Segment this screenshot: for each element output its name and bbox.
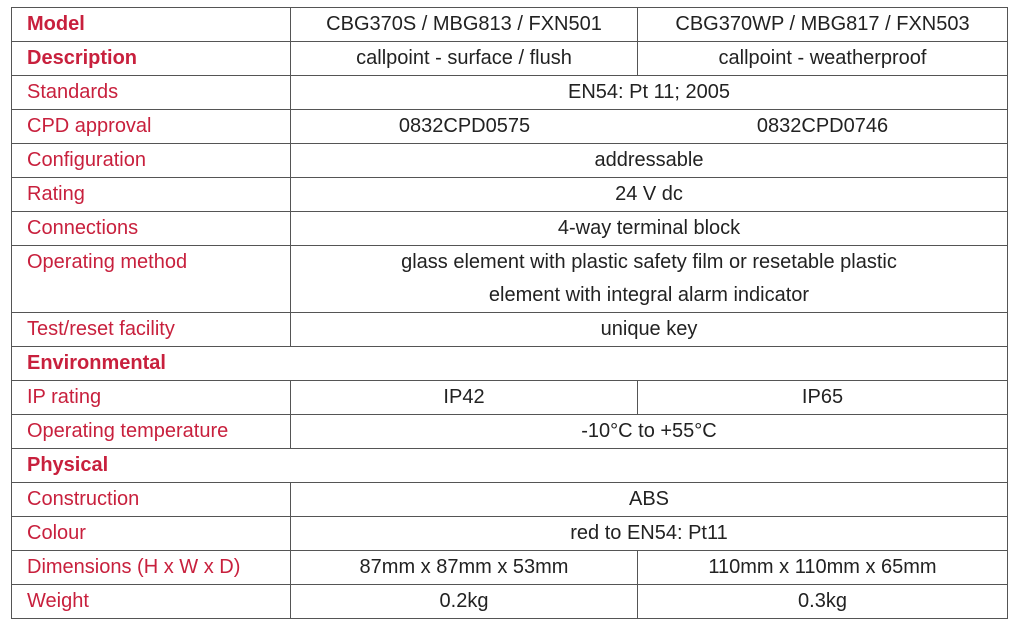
- table-row-colour: [12, 517, 1008, 551]
- row-label-test-reset: Test/reset facility: [12, 313, 291, 347]
- row-label-weight: Weight: [12, 585, 291, 619]
- table-row-weight: [12, 585, 1008, 619]
- table-row-environmental: [12, 347, 1008, 381]
- row-label-construction: Construction: [12, 483, 291, 517]
- weight-col1: 0.2kg: [291, 585, 638, 619]
- row-label-dimensions: Dimensions (H x W x D): [12, 551, 291, 585]
- table-row-dimensions: [12, 551, 1008, 585]
- connections-value: 4-way terminal block: [291, 212, 1008, 246]
- spec-table: [11, 7, 1008, 619]
- construction-value: ABS: [291, 483, 1008, 517]
- colour-value: red to EN54: Pt11: [291, 517, 1008, 551]
- row-label-operating-method: Operating method: [12, 246, 291, 313]
- model-col2: CBG370WP / MBG817 / FXN503: [638, 8, 1008, 42]
- rating-value: 24 V dc: [291, 178, 1008, 212]
- row-label-model: Model: [12, 8, 291, 42]
- section-heading-environmental: Environmental: [12, 347, 1008, 381]
- table-row-test-reset: [12, 313, 1008, 347]
- row-label-ip-rating: IP rating: [12, 381, 291, 415]
- cpd-col2: 0832CPD0746: [756, 115, 889, 137]
- operating-method-line2: element with integral alarm indicator: [488, 284, 810, 306]
- cpd-values: [291, 110, 1008, 144]
- table-row-construction: [12, 483, 1008, 517]
- standards-value: EN54: Pt 11; 2005: [291, 76, 1008, 110]
- table-row-physical: [12, 449, 1008, 483]
- ip-rating-col1: IP42: [291, 381, 638, 415]
- table-row-rating: [12, 178, 1008, 212]
- test-reset-value: unique key: [291, 313, 1008, 347]
- weight-col2: 0.3kg: [638, 585, 1008, 619]
- row-label-connections: Connections: [12, 212, 291, 246]
- configuration-value: addressable: [291, 144, 1008, 178]
- operating-method-value: [291, 246, 1008, 313]
- operating-method-line1: glass element with plastic safety film or resetable plastic: [401, 251, 897, 273]
- description-col1: callpoint - surface / flush: [291, 42, 638, 76]
- table-row-model: [12, 8, 1008, 42]
- table-row-standards: [12, 76, 1008, 110]
- row-label-cpd: CPD approval: [12, 110, 291, 144]
- dimensions-col2: 110mm x 110mm x 65mm: [638, 551, 1008, 585]
- ip-rating-col2: IP65: [638, 381, 1008, 415]
- table-row-cpd: [12, 110, 1008, 144]
- table-row-ip-rating: [12, 381, 1008, 415]
- operating-temperature-value: -10°C to +55°C: [291, 415, 1008, 449]
- row-label-configuration: Configuration: [12, 144, 291, 178]
- table-row-configuration: [12, 144, 1008, 178]
- model-col1: CBG370S / MBG813 / FXN501: [291, 8, 638, 42]
- row-label-rating: Rating: [12, 178, 291, 212]
- table-row-operating-temperature: [12, 415, 1008, 449]
- row-label-description: Description: [12, 42, 291, 76]
- dimensions-col1: 87mm x 87mm x 53mm: [291, 551, 638, 585]
- row-label-standards: Standards: [12, 76, 291, 110]
- row-label-operating-temperature: Operating temperature: [12, 415, 291, 449]
- table-row-connections: [12, 212, 1008, 246]
- description-col2: callpoint - weatherproof: [638, 42, 1008, 76]
- table-row-operating-method: [12, 246, 1008, 313]
- table-row-description: [12, 42, 1008, 76]
- row-label-colour: Colour: [12, 517, 291, 551]
- cpd-col1: 0832CPD0575: [398, 115, 531, 137]
- section-heading-physical: Physical: [12, 449, 1008, 483]
- spec-sheet: [11, 7, 1007, 619]
